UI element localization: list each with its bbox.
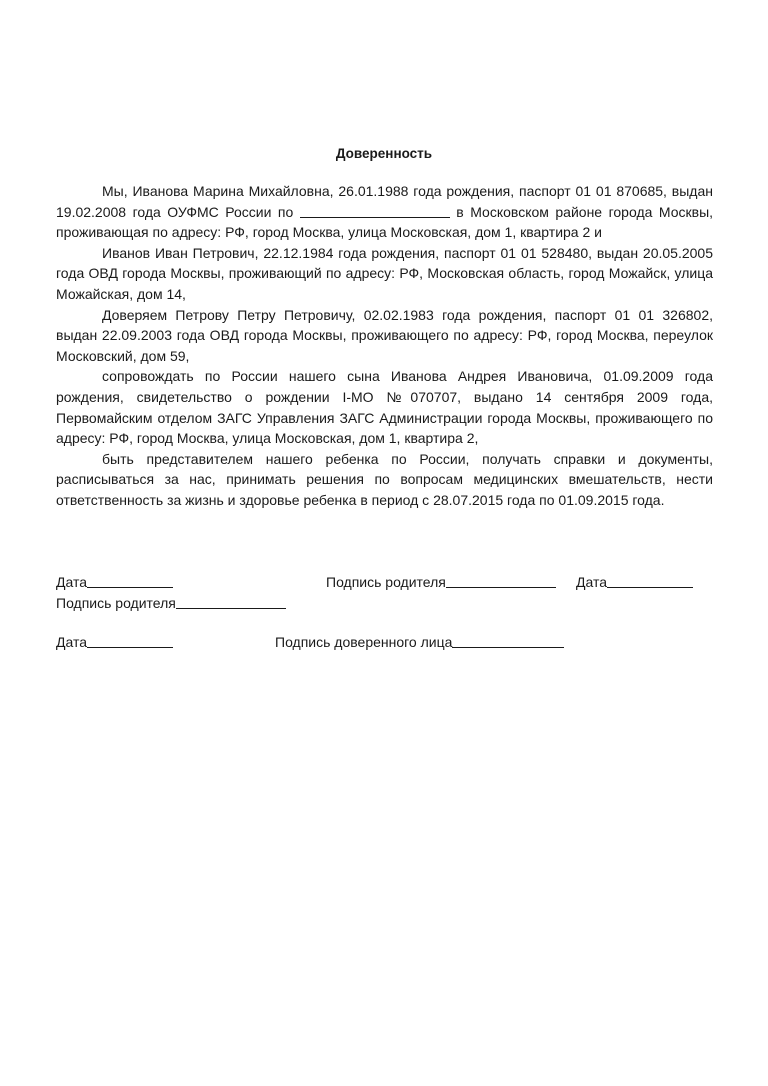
paragraph-trustee: Доверяем Петрову Петру Петровичу, 02.02.1983 года рождения, паспорт 01 01 326802, выдан 22.09.2003 года ОВД города Москвы, проживающего по адресу: РФ, город Москва, переулок Московский, дом 59,: [56, 306, 713, 364]
date-field-1: [56, 573, 173, 591]
date-field-3: [56, 633, 173, 651]
paragraph-powers: быть представителем нашего ребенка по России, получать справки и документы, расписываться за нас, принимать решения по вопросам медицинских вмешательств, нести ответственность за жизнь и здоровье ребенка в период с 28.07.2015 года по 01.09.2015 года.: [56, 450, 713, 508]
parent-signature-field-2: [56, 594, 286, 612]
date-label: Дата: [576, 574, 608, 590]
date-line: [607, 574, 693, 588]
date-label: Дата: [56, 634, 88, 650]
paragraph-1-text: Мы, Иванова Марина Михайловна, 26.01.1988 года рождения, паспорт 01 01 870685, выдан 19.02.2008 года ОУФМС России по: [56, 183, 713, 220]
date-line: [87, 574, 173, 588]
parent-signature-line: [446, 574, 556, 588]
paragraph-principal-mother: [56, 181, 713, 243]
parent-signature-label: Подпись родителя: [326, 574, 446, 590]
paragraph-child: сопровождать по России нашего сына Иванова Андрея Ивановича, 01.09.2009 года рождения, свидетельство о рождении I-МО №070707, выдано 14 сентября 2009 года, Первомайским отделом ЗАГС Управления ЗАГС Администрации города Москвы, проживающего по адресу: РФ, город Москва, улица Московская, дом 1, квартира 2,: [56, 368, 713, 447]
parent-signature-label: Подпись родителя: [56, 595, 176, 611]
date-line: [87, 634, 173, 648]
authority-blank-line: [300, 204, 450, 218]
document-body: [56, 181, 713, 511]
paragraph-1-text-continued: в Московском районе города Москвы, проживающая по адресу: РФ, город Москва, улица Московская, дом 1, квартира 2 и: [56, 203, 714, 241]
date-field-2: [576, 573, 693, 591]
date-label: Дата: [56, 574, 88, 590]
trustee-signature-label: Подпись доверенного лица: [275, 634, 453, 650]
trustee-signature-line: [452, 634, 564, 648]
paragraph-principal-father: Иванов Иван Петрович, 22.12.1984 года рождения, паспорт 01 01 528480, выдан 20.05.2005 года ОВД города Москвы, проживающий по адресу: РФ, Московская область, город Можайск, улица Можайская, дом 14,: [56, 244, 713, 302]
parent-signature-field-1: [326, 573, 556, 591]
trustee-signature-field: [275, 633, 564, 651]
parent-signature-line: [176, 595, 286, 609]
document-title: Доверенность: [335, 146, 433, 161]
